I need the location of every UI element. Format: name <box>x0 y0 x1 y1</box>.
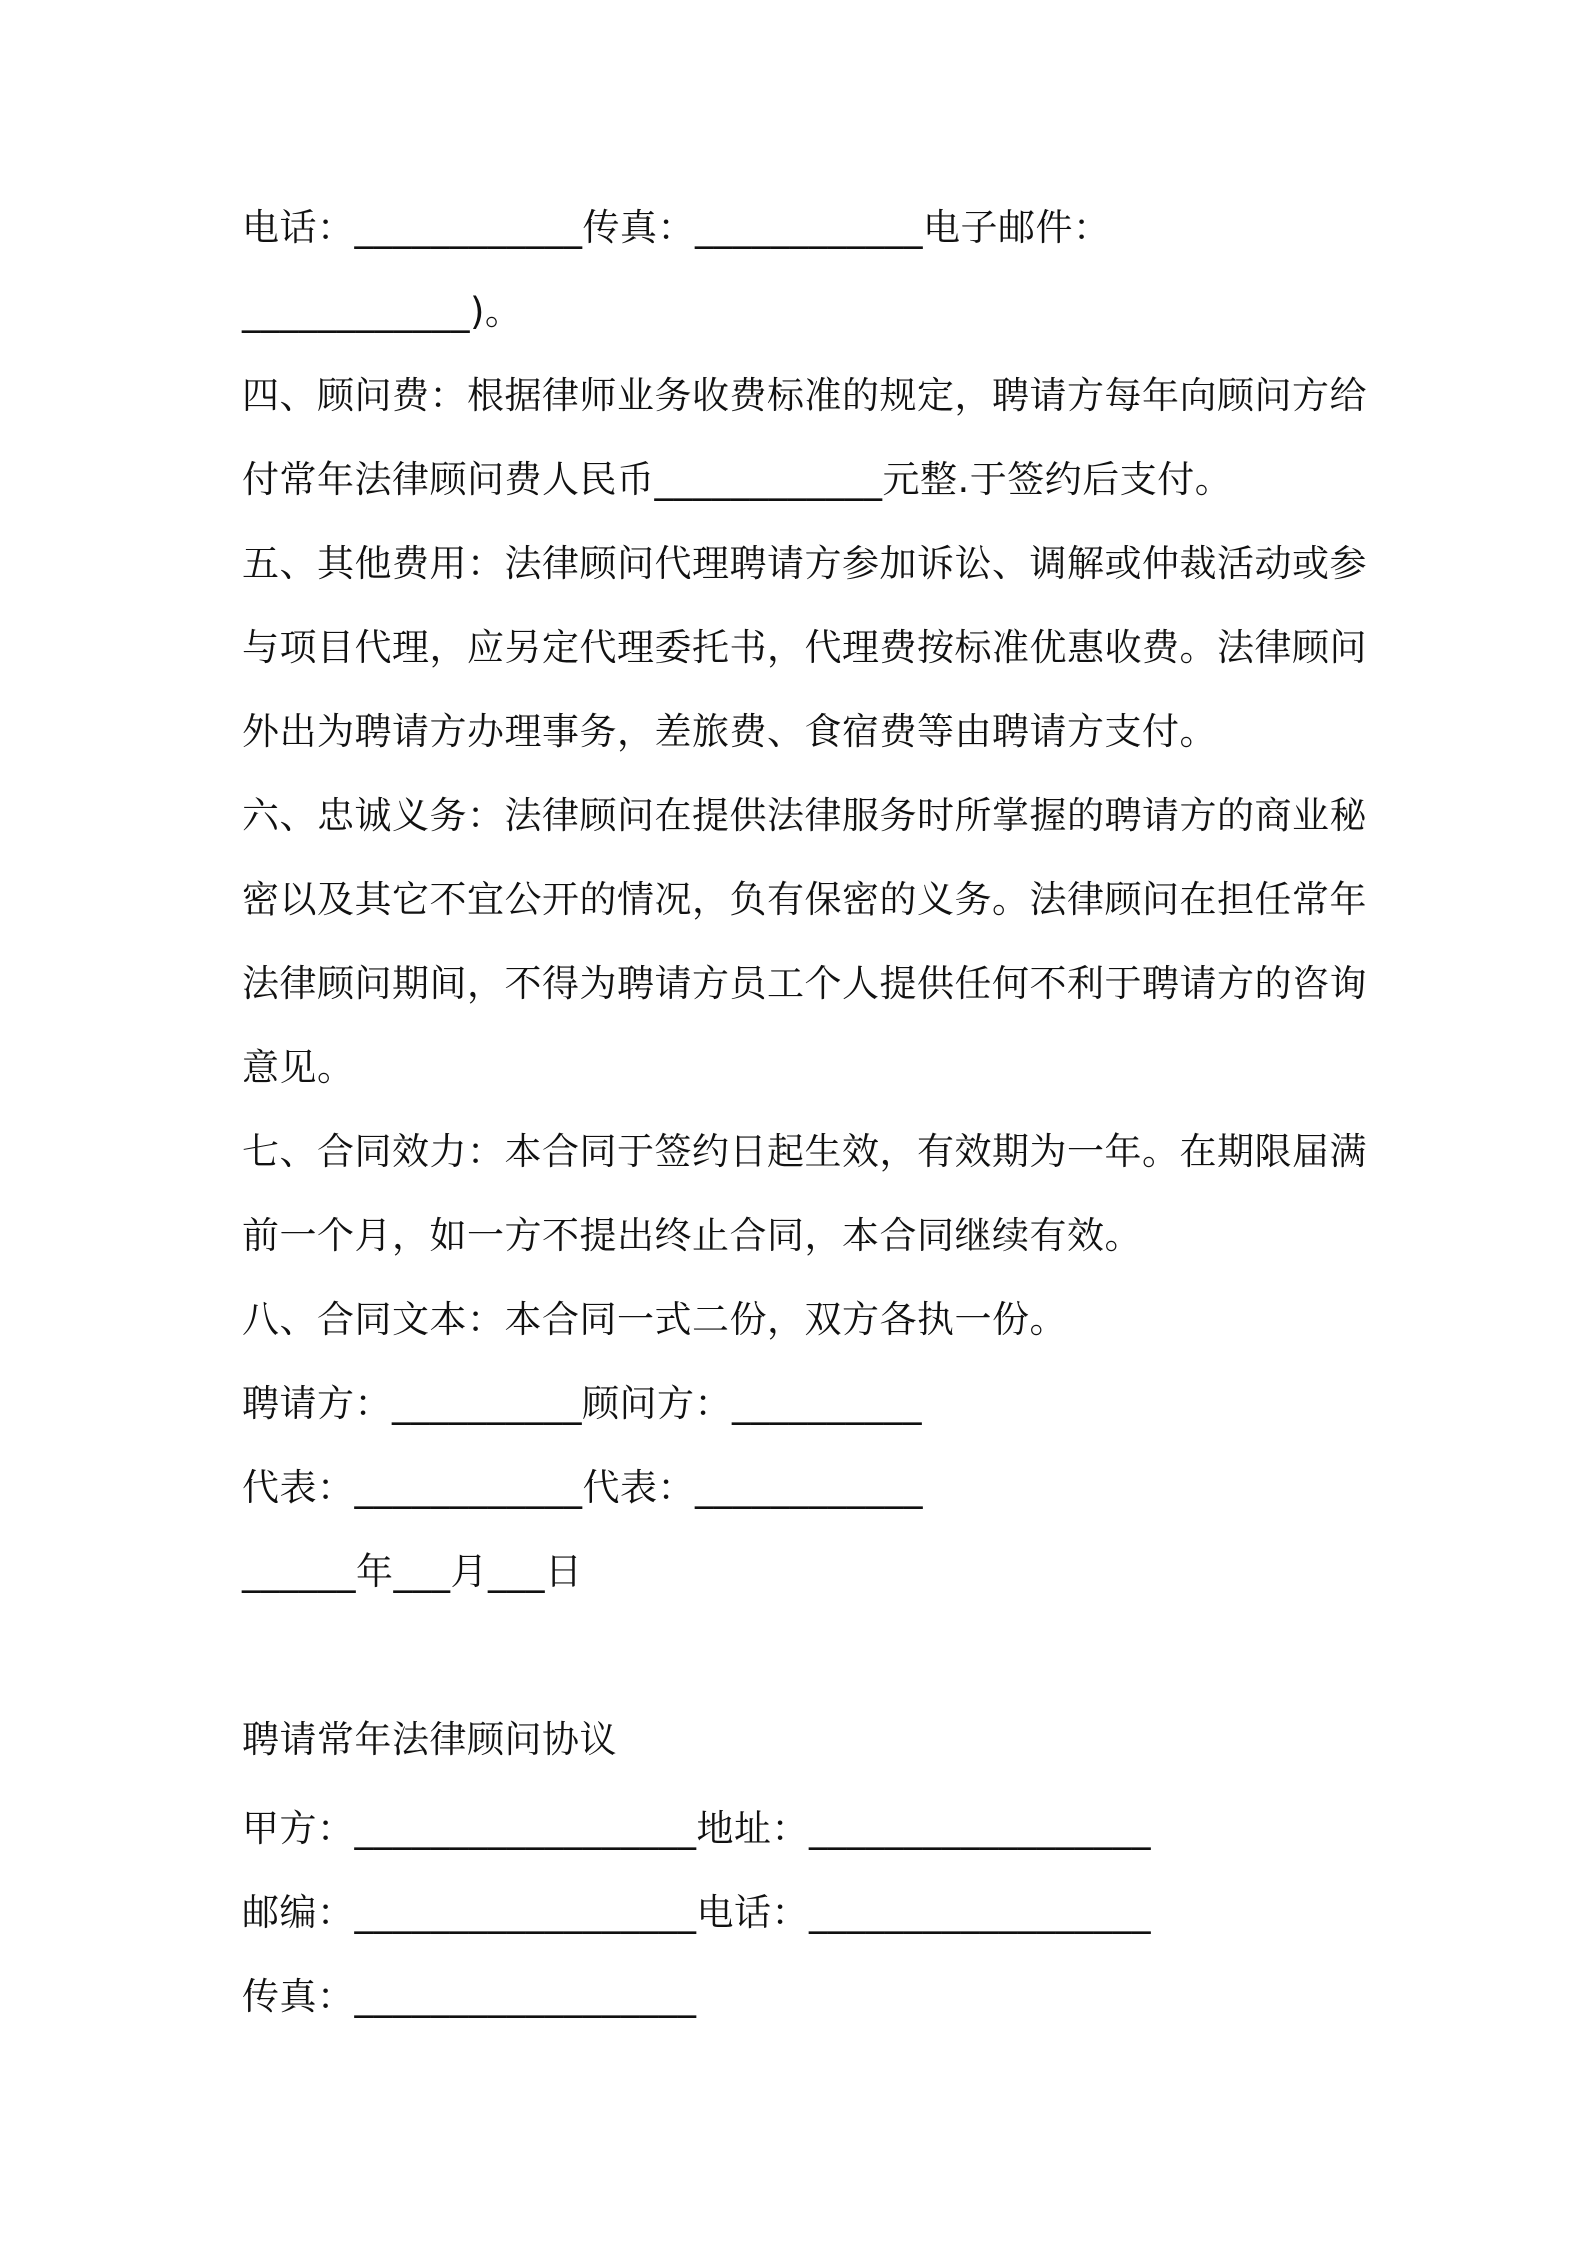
clause-6-loyalty: 六、忠诚义务：法律顾问在提供法律服务时所掌握的聘请方的商业秘 <box>242 794 1367 837</box>
document-page <box>242 186 1382 2039</box>
clause-4-fee: 四、顾问费：根据律师业务收费标准的规定，聘请方每年向顾问方给 <box>242 374 1367 417</box>
contact-line: 电话：____________传真：____________电子邮件： <box>242 206 1111 249</box>
postcode-phone-line: 邮编：__________________电话：__________________ <box>242 1891 1151 1934</box>
fax-line: 传真：__________________ <box>242 1975 697 2018</box>
agreement-title: 聘请常年法律顾问协议 <box>242 1718 617 1761</box>
section-gap <box>242 1614 1382 1698</box>
signature-representatives-line: 代表：____________代表：____________ <box>242 1466 923 1509</box>
clause-7-validity: 七、合同效力：本合同于签约日起生效，有效期为一年。在期限届满 <box>242 1130 1367 1173</box>
date-line: ______年___月___日 <box>242 1550 583 1593</box>
party-a-address-line: 甲方：__________________地址：__________________ <box>242 1807 1151 1850</box>
clause-5-other-fees-cont: 与项目代理，应另定代理委托书，代理费按标准优惠收费。法律顾问 <box>242 626 1367 669</box>
clause-8-copies: 八、合同文本：本合同一式二份，双方各执一份。 <box>242 1298 1067 1341</box>
clause-7-validity-cont: 前一个月，如一方不提出终止合同，本合同继续有效。 <box>242 1214 1142 1257</box>
clause-5-other-fees: 五、其他费用：法律顾问代理聘请方参加诉讼、调解或仲裁活动或参 <box>242 542 1367 585</box>
clause-4-fee-cont: 付常年法律顾问费人民币____________元整.于签约后支付。 <box>242 458 1233 501</box>
clause-6-loyalty-cont: 密以及其它不宜公开的情况，负有保密的义务。法律顾问在担任常年 <box>242 878 1367 921</box>
clause-6-loyalty-cont: 意见。 <box>242 1046 355 1089</box>
signature-parties-line: 聘请方：__________顾问方：__________ <box>242 1382 922 1425</box>
email-blank-line: ____________)。 <box>242 290 523 333</box>
clause-6-loyalty-cont: 法律顾问期间，不得为聘请方员工个人提供任何不利于聘请方的咨询 <box>242 962 1367 1005</box>
clause-5-other-fees-cont: 外出为聘请方办理事务，差旅费、食宿费等由聘请方支付。 <box>242 710 1217 753</box>
